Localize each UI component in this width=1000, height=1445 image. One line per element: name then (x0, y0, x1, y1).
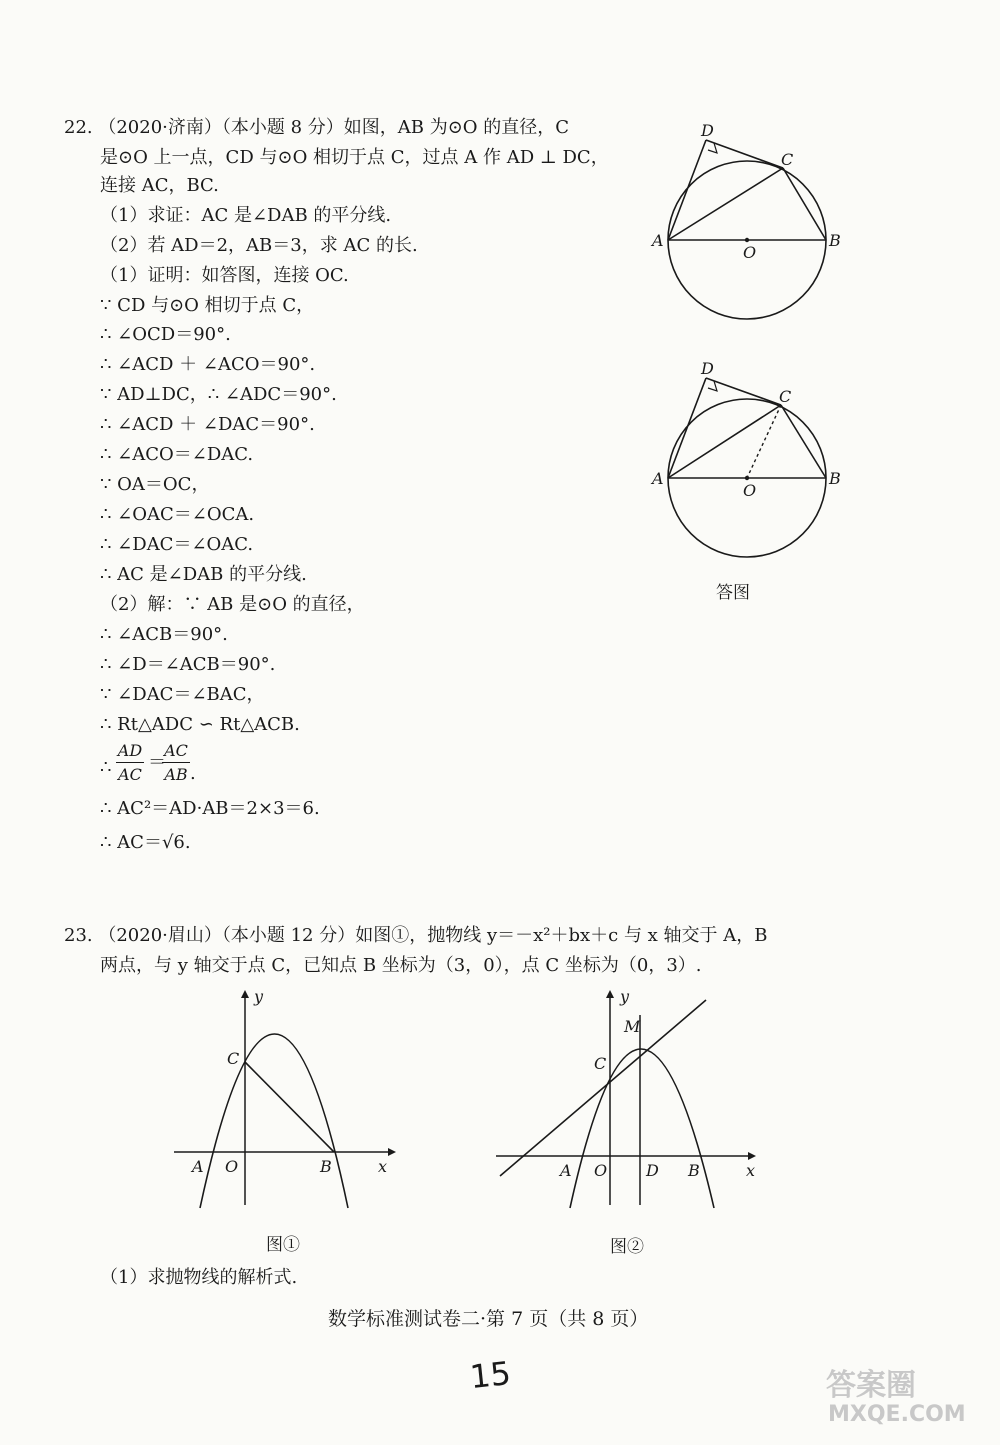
line-cm (500, 1000, 706, 1176)
tangent-dc (706, 140, 783, 168)
segment-bc (781, 405, 826, 478)
q22-solution-line: ∴ ∠DAC＝∠OAC. (100, 534, 254, 555)
y-arrow-icon (241, 990, 249, 998)
q23-stem-line-1: 23. （2020·眉山）（本小题 12 分）如图①，抛物线 y＝－x²＋bx＋c 与 x 轴交于 A，B (64, 925, 768, 946)
label-d: D (701, 121, 714, 140)
q22-part-1: （1）求证：AC 是∠DAB 的平分线. (100, 205, 392, 226)
label-b: B (829, 231, 841, 250)
fraction-equals: ＝ (148, 752, 166, 773)
q22-stem-line-2: 是⊙O 上一点，CD 与⊙O 相切于点 C，过点 A 作 AD ⊥ DC， (100, 147, 609, 168)
q22-stem-line-3: 连接 AC，BC. (100, 175, 219, 196)
label-c: C (779, 387, 792, 406)
q22-solution-line: ∴ ∠ACO＝∠DAC. (100, 444, 254, 465)
parabola (570, 1049, 714, 1208)
label-b: B (320, 1157, 332, 1176)
q22-solution-line: ∵ CD 与⊙O 相切于点 C， (100, 295, 315, 316)
label-a: A (652, 231, 664, 250)
q22-solution-line: ∴ ∠D＝∠ACB＝90°. (100, 654, 276, 675)
fig1-caption: 图① (266, 1235, 300, 1255)
page-footer: 数学标准测试卷二·第 7 页（共 8 页） (328, 1308, 649, 1330)
right-angle-mark (708, 143, 717, 153)
x-arrow-icon (388, 1148, 396, 1156)
label-o: O (594, 1161, 608, 1180)
label-a: A (652, 469, 664, 488)
q22-solution-line: ∴ ∠ACB＝90°. (100, 624, 228, 645)
label-d: D (646, 1161, 659, 1180)
segment-bc (245, 1062, 334, 1152)
label-c: C (227, 1049, 240, 1068)
fraction-right-bar (162, 762, 190, 763)
label-o: O (225, 1157, 239, 1176)
fraction-therefore: ∴ (100, 757, 112, 778)
label-b: B (688, 1161, 700, 1180)
q22-solution-line: ∵ OA＝OC， (100, 474, 210, 495)
q22-solution-line: ∴ ∠ACD ＋ ∠ACO＝90°. (100, 354, 316, 375)
x-arrow-icon (748, 1152, 756, 1160)
q22-solution-line: ∴ ∠ACD ＋ ∠DAC＝90°. (100, 414, 315, 435)
fraction-left-denominator: AC (118, 765, 142, 784)
label-y: y (620, 987, 630, 1006)
right-angle-mark (708, 381, 717, 391)
q22-solution-line: ∴ ∠OAC＝∠OCA. (100, 504, 255, 525)
handwritten-page-number: 15 (468, 1353, 513, 1397)
watermark-logo: 答案圈 (826, 1368, 916, 1403)
q22-solution-line: ∴ ∠OCD＝90°. (100, 324, 231, 345)
answer-caption: 答图 (716, 583, 750, 603)
q22-solution-line: （1）证明：如答图，连接 OC. (100, 265, 349, 286)
q22-solution-line: ∴ AC 是∠DAB 的平分线. (100, 564, 307, 585)
label-d: D (701, 359, 714, 378)
label-a: A (192, 1157, 204, 1176)
fraction-end: . (190, 763, 196, 784)
label-c: C (594, 1054, 607, 1073)
q22-answer-figure (640, 356, 860, 586)
label-b: B (829, 469, 841, 488)
label-c: C (781, 150, 794, 169)
label-a: A (560, 1161, 572, 1180)
label-y: y (254, 987, 264, 1006)
q22-part-2: （2）若 AD＝2，AB＝3，求 AC 的长. (100, 235, 418, 256)
label-o: O (743, 243, 757, 262)
q22-tail-line: ∴ AC＝√6. (100, 832, 191, 853)
segment-ac (668, 405, 781, 478)
segment-ac (668, 168, 783, 240)
fraction-left-numerator: AD (117, 741, 143, 760)
q23-figure-2 (492, 987, 772, 1220)
q22-figure (640, 118, 860, 348)
q22-solution-line: ∴ Rt△ADC ∽ Rt△ACB. (100, 714, 300, 735)
center-dot (745, 238, 749, 242)
watermark-site: MXQE.COM (828, 1402, 966, 1427)
label-m: M (624, 1017, 641, 1036)
q22-stem-line-1: 22. （2020·济南）（本小题 8 分）如图，AB 为⊙O 的直径，C (64, 117, 570, 138)
q23-part-1: （1）求抛物线的解析式. (100, 1267, 298, 1288)
q23-stem-line-2: 两点，与 y 轴交于点 C，已知点 B 坐标为（3，0），点 C 坐标为（0，3）. (100, 955, 702, 976)
segment-ad (668, 378, 706, 478)
label-o: O (743, 481, 757, 500)
fraction-left-bar (116, 762, 144, 763)
fraction-right-denominator: AB (164, 765, 188, 784)
segment-ad (668, 140, 706, 240)
label-x: x (378, 1157, 388, 1176)
center-dot (745, 476, 749, 480)
q22-solution-line: ∵ ∠DAC＝∠BAC， (100, 684, 265, 705)
fraction-right-numerator: AC (164, 741, 188, 760)
y-arrow-icon (606, 990, 614, 998)
parabola (200, 1034, 348, 1208)
q22-solution-line: ∵ AD⊥DC，∴ ∠ADC＝90°. (100, 384, 337, 405)
q23-figure-1 (170, 987, 410, 1220)
fig2-caption: 图② (610, 1237, 644, 1257)
label-x: x (746, 1161, 756, 1180)
q22-solution-line: （2）解：∵ AB 是⊙O 的直径， (100, 594, 365, 615)
segment-bc (783, 168, 826, 240)
q22-tail-line: ∴ AC²＝AD·AB＝2×3＝6. (100, 798, 320, 819)
